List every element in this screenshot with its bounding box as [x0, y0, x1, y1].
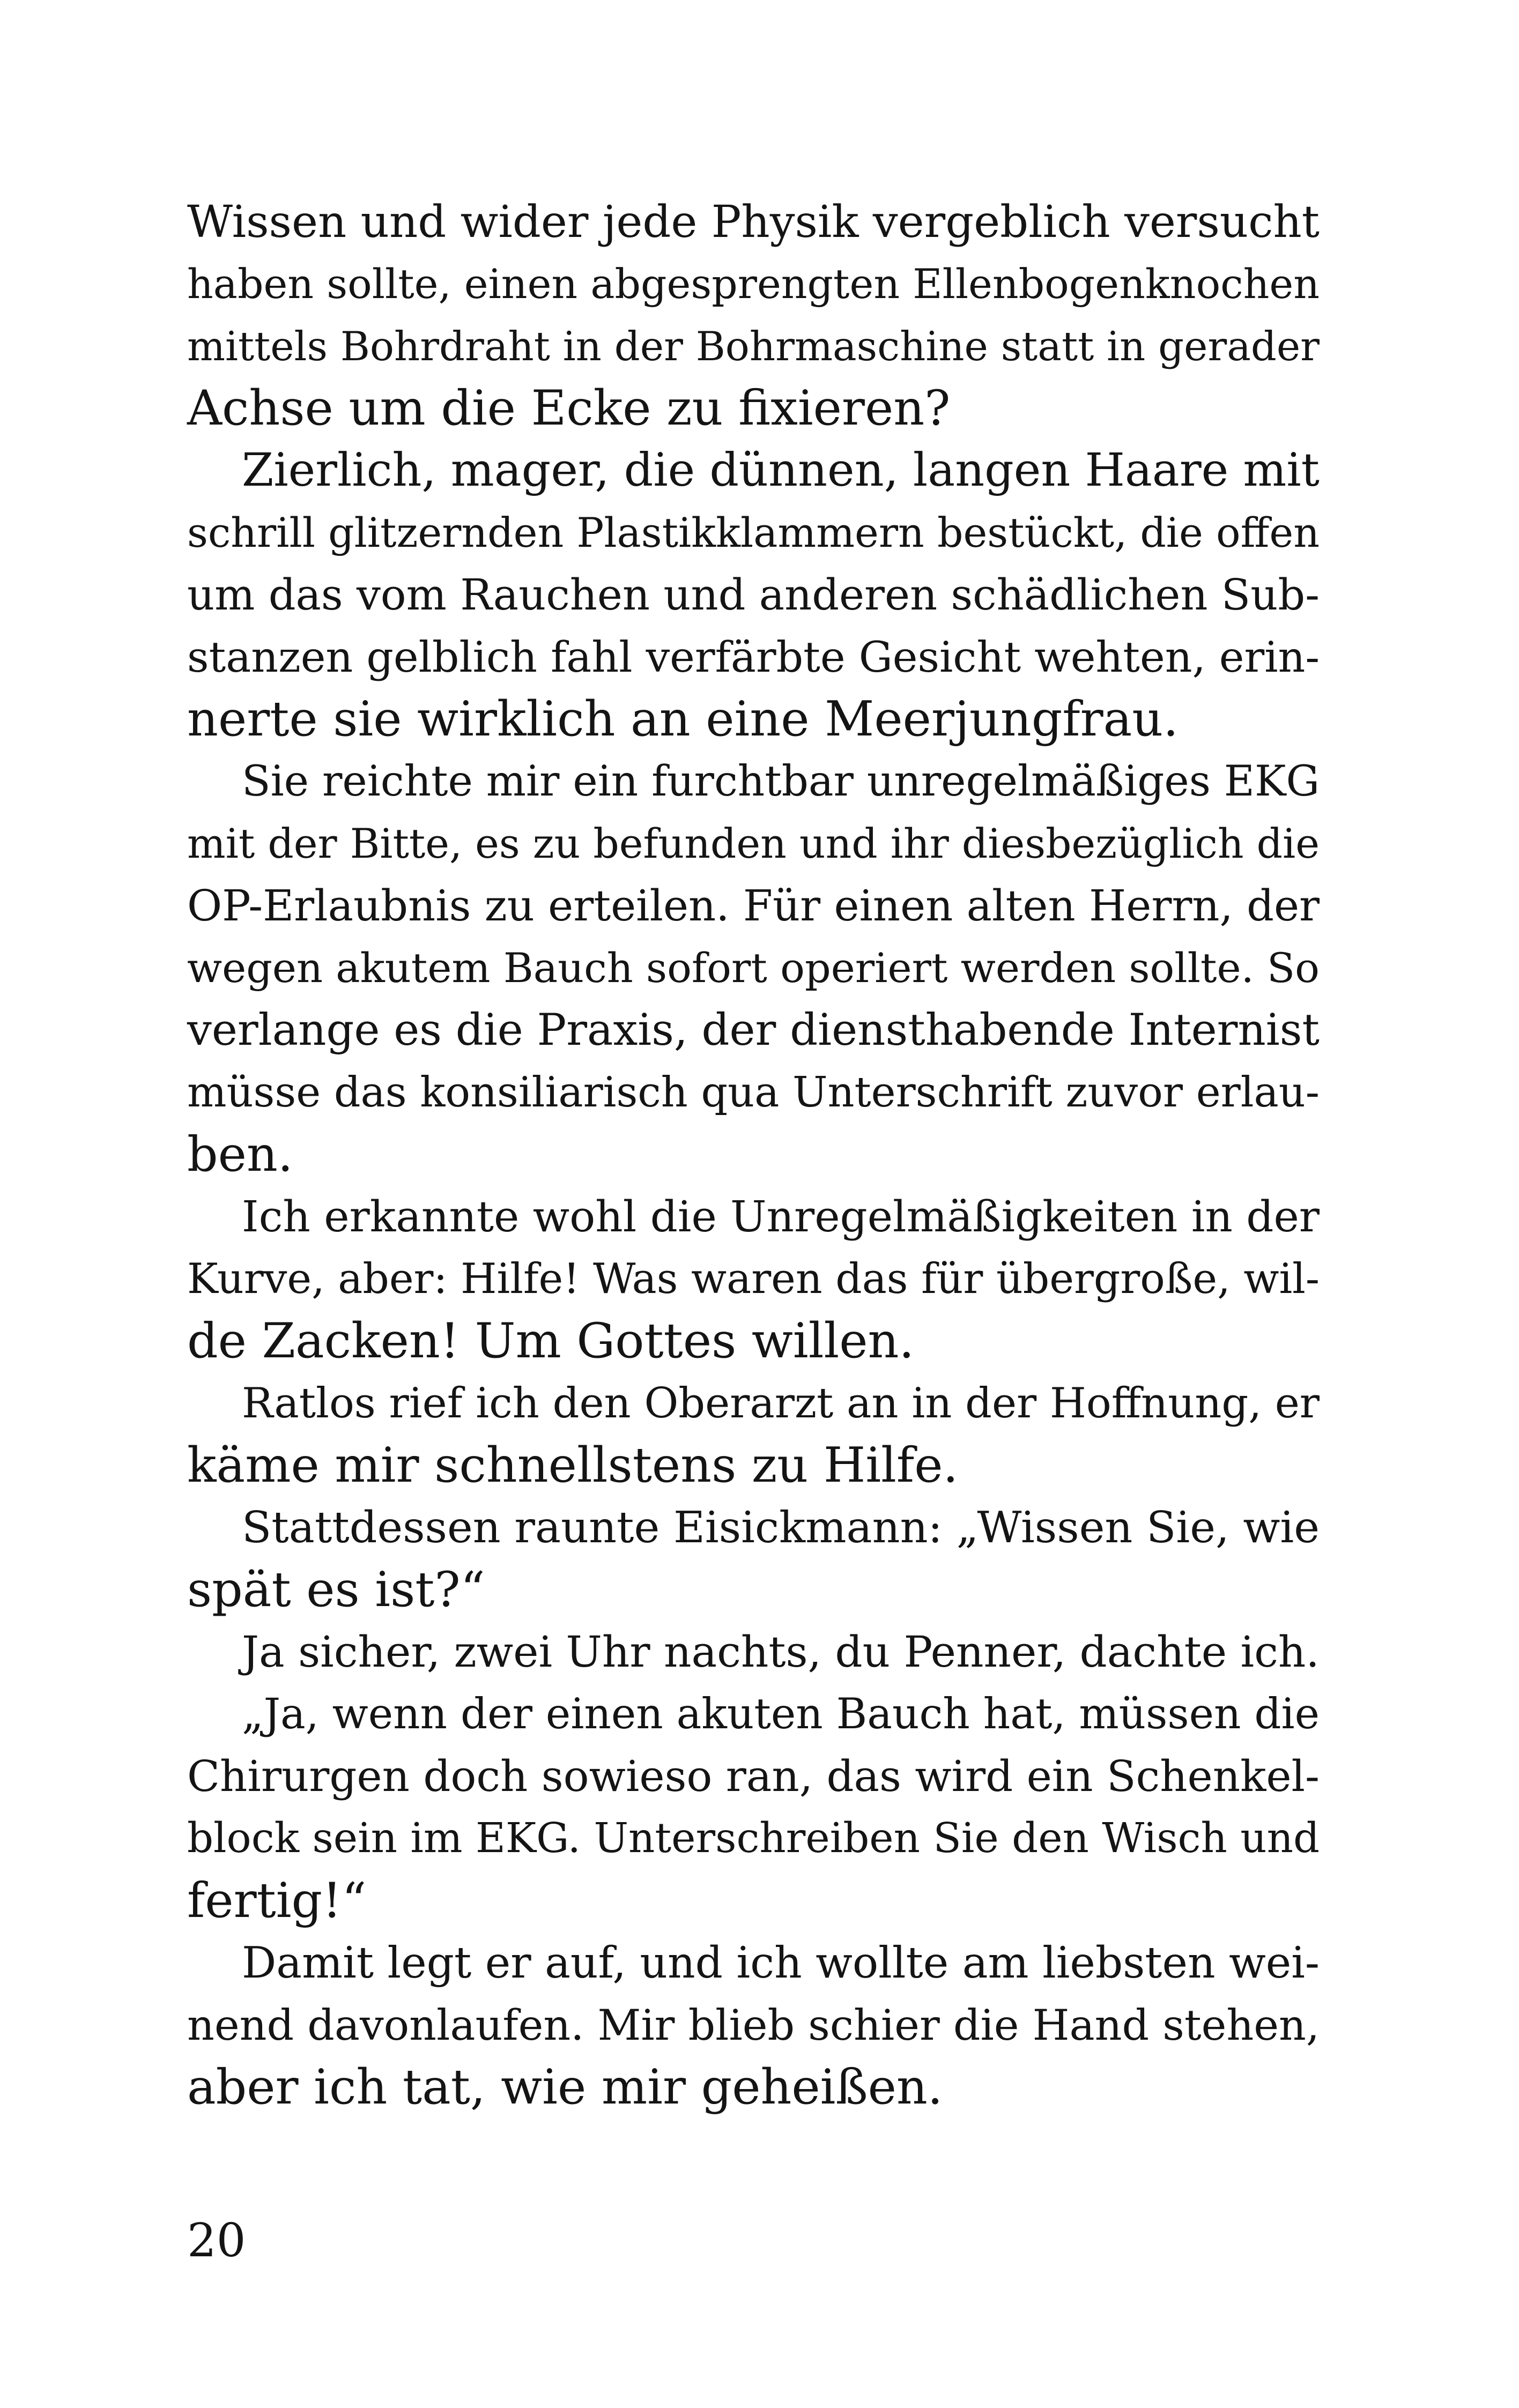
text-line: mit der Bitte, es zu befunden und ihr diesbezüglich die [187, 820, 1320, 867]
text-line: um das vom Rauchen und anderen schädlichen Sub- [187, 570, 1320, 620]
paragraph [187, 750, 1320, 1186]
text-line: nerte sie wirklich an eine Meerjungfrau. [187, 691, 1179, 747]
text-line: käme mir schnellstens zu Hilfe. [187, 1437, 959, 1493]
paragraph [187, 1932, 1320, 2119]
paragraph [187, 1186, 1320, 1372]
text-line: Damit legt er auf, und ich wollte am liebsten wei- [242, 1938, 1320, 1988]
text-line: block sein im EKG. Unterschreiben Sie den Wisch und [187, 1815, 1320, 1862]
text-line: Kurve, aber: Hilfe! Was waren das für übergroße, wil- [187, 1255, 1320, 1303]
text-line: Sie reichte mir ein furchtbar unregelmäßiges EKG [242, 757, 1320, 806]
text-line: OP-Erlaubnis zu erteilen. Für einen alten Herrn, der [187, 881, 1320, 931]
paragraph [187, 1497, 1320, 1621]
text-line: de Zacken! Um Gottes willen. [187, 1313, 915, 1369]
text-line: Achse um die Ecke zu fixieren? [187, 380, 951, 436]
paragraph [187, 1621, 1320, 1683]
text-line: haben sollte, einen abgesprengten Ellenbogenknochen [187, 261, 1320, 308]
text-line: Ich erkannte wohl die Unregelmäßigkeiten in der [242, 1192, 1320, 1242]
body-text [187, 191, 1320, 2119]
text-line: spät es ist?“ [187, 1562, 485, 1618]
text-line: Zierlich, mager, die dünnen, langen Haare mit [242, 444, 1320, 497]
paragraph [187, 440, 1320, 750]
text-line: Stattdessen raunte Eisickmann: „Wissen Sie, wie [242, 1503, 1320, 1553]
text-line: Chirurgen doch sowieso ran, das wird ein Schenkel- [187, 1751, 1320, 1801]
text-line: Ja sicher, zwei Uhr nachts, du Penner, dachte ich. [242, 1627, 1320, 1677]
paragraph [187, 191, 1320, 440]
text-line: nend davonlaufen. Mir blieb schier die Hand stehen, [187, 2001, 1320, 2050]
text-line: aber ich tat, wie mir geheißen. [187, 2059, 943, 2115]
text-line: mittels Bohrdraht in der Bohrmaschine statt in gerader [187, 323, 1320, 370]
page-number: 20 [187, 2214, 246, 2268]
text-line: schrill glitzernden Plastikklammern bestückt, die offen [187, 509, 1320, 556]
paragraph [187, 1372, 1320, 1497]
text-line: Ratlos rief ich den Oberarzt an in der Hoffnung, er [242, 1379, 1320, 1428]
text-line: ben. [187, 1126, 293, 1183]
text-line: müsse das konsiliarisch qua Unterschrift zuvor erlau- [187, 1068, 1320, 1117]
text-line: fertig!“ [187, 1872, 367, 1929]
paragraph [187, 1683, 1320, 1932]
text-line: stanzen gelblich fahl verfärbte Gesicht wehten, erin- [187, 633, 1320, 682]
text-line: Wissen und wider jede Physik vergeblich versucht [187, 196, 1320, 248]
text-line: „Ja, wenn der einen akuten Bauch hat, müssen die [242, 1690, 1320, 1738]
text-line: verlange es die Praxis, der diensthabende Internist [187, 1005, 1320, 1056]
text-line: wegen akutem Bauch sofort operiert werden sollte. So [187, 944, 1320, 992]
